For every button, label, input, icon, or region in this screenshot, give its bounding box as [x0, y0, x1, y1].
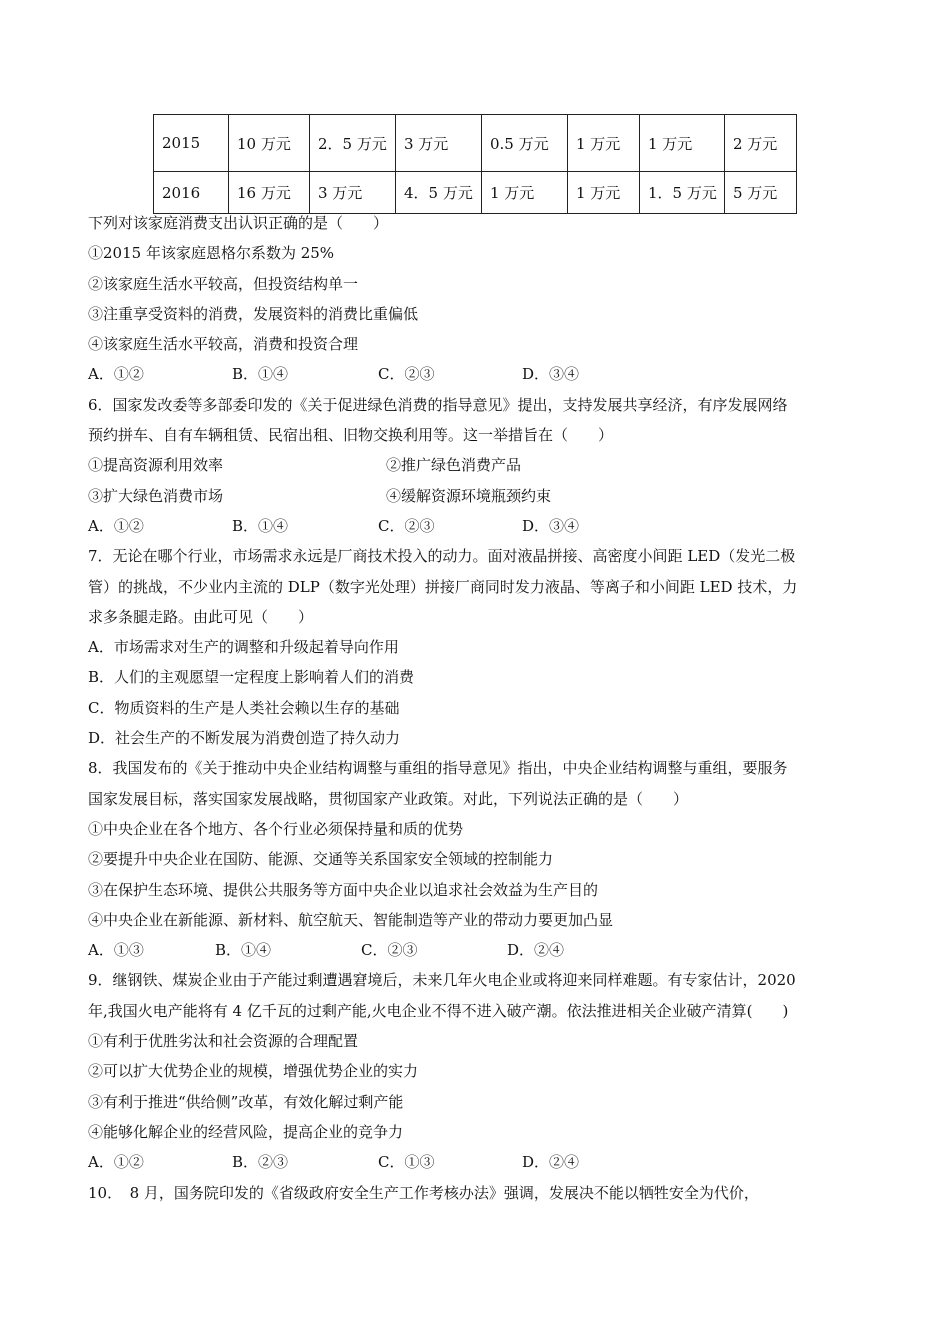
question-9-item: ④能够化解企业的经营风险，提高企业的竞争力 [88, 1122, 404, 1141]
question-6-item: ④缓解资源环境瓶颈约束 [386, 486, 552, 505]
question-6-stem: 6．国家发改委等多部委印发的《关于促进绿色消费的指导意见》提出，支持发展共享经济，有序发展网络 [88, 395, 788, 414]
table-cell: 5 万元 [725, 172, 797, 214]
table-cell: 2 万元 [725, 115, 797, 172]
option-c: C．②③ [378, 365, 435, 384]
question-6-item: ②推广绿色消费产品 [386, 456, 522, 475]
question-6-stem: 预约拼车、自有车辆租赁、民宿出租、旧物交换利用等。这一举措旨在（ ） [88, 426, 614, 445]
option-b: B．①④ [215, 941, 272, 960]
question-9-item: ②可以扩大优势企业的规模，增强优势企业的实力 [88, 1062, 419, 1081]
question-8-item: ④中央企业在新能源、新材料、航空航天、智能制造等产业的带动力要更加凸显 [88, 910, 614, 929]
table-cell: 10 万元 [229, 115, 310, 172]
question-6-item: ③扩大绿色消费市场 [88, 486, 224, 505]
question-6-item: ①提高资源利用效率 [88, 456, 224, 475]
question-7-choice: A．市场需求对生产的调整和升级起着导向作用 [88, 638, 399, 657]
question-text [88, 208, 878, 1208]
option-a: A．①② [88, 1153, 144, 1172]
table-cell: 4．5 万元 [396, 172, 482, 214]
option-b: B．①④ [232, 365, 289, 384]
question-7-stem: 7．无论在哪个行业，市场需求永远是厂商技术投入的动力。面对液晶拼接、高密度小间距 LED（发光二极 [88, 547, 796, 566]
question-7-choice: B．人们的主观愿望一定程度上影响着人们的消费 [88, 668, 415, 687]
table-cell: 2015 [154, 115, 229, 172]
question-8-item: ①中央企业在各个地方、各个行业必须保持量和质的优势 [88, 819, 464, 838]
option-b: B．①④ [232, 516, 289, 535]
question-6-options [88, 511, 878, 541]
question-9-options [88, 1147, 878, 1177]
table-cell: 2016 [154, 172, 229, 214]
option-d: D．③④ [522, 516, 580, 535]
option-d: D．②④ [522, 1153, 580, 1172]
table-cell: 1 万元 [482, 172, 568, 214]
option-c: C．②③ [378, 516, 435, 535]
table-cell: 3 万元 [310, 172, 396, 214]
question-5-item: ③注重享受资料的消费，发展资料的消费比重偏低 [88, 304, 419, 323]
option-d: D．③④ [522, 365, 580, 384]
table-cell: 1 万元 [640, 115, 725, 172]
option-a: A．①② [88, 365, 144, 384]
option-d: D．②④ [507, 941, 565, 960]
household-spending-table [153, 114, 797, 214]
table-cell: 0.5 万元 [482, 115, 568, 172]
question-5-item: ②该家庭生活水平较高，但投资结构单一 [88, 274, 359, 293]
question-7-choice: C．物质资料的生产是人类社会赖以生存的基础 [88, 698, 400, 717]
table-cell: 1 万元 [568, 115, 640, 172]
question-9-stem: 年,我国火电产能将有 4 亿千瓦的过剩产能,火电企业不得不进入破产潮。依法推进相关企业破产清算( ) [88, 1001, 789, 1020]
question-8-item: ②要提升中央企业在国防、能源、交通等关系国家安全领域的控制能力 [88, 850, 554, 869]
question-9-stem: 9．继钢铁、煤炭企业由于产能过剩遭遇窘境后，未来几年火电企业或将迎来同样难题。有专家估计，2020 [88, 971, 796, 990]
table-row-2015 [154, 115, 797, 172]
question-9-item: ①有利于优胜劣汰和社会资源的合理配置 [88, 1032, 359, 1051]
table-cell: 1．5 万元 [640, 172, 725, 214]
table-cell: 3 万元 [396, 115, 482, 172]
table-cell: 16 万元 [229, 172, 310, 214]
question-5-item: ④该家庭生活水平较高，消费和投资合理 [88, 335, 359, 354]
option-c: C．①③ [378, 1153, 435, 1172]
question-10-stem: 10． 8 月，国务院印发的《省级政府安全生产工作考核办法》强调，发展决不能以牺牲安全为代价， [88, 1183, 759, 1202]
table-cell: 1 万元 [568, 172, 640, 214]
question-8-stem: 8．我国发布的《关于推动中央企业结构调整与重组的指导意见》指出，中央企业结构调整与重组，要服务 [88, 759, 788, 778]
question-8-options [88, 935, 878, 965]
question-9-item: ③有利于推进“供给侧”改革，有效化解过剩产能 [88, 1092, 404, 1111]
question-5-item: ①2015 年该家庭恩格尔系数为 25% [88, 244, 335, 263]
option-a: A．①② [88, 516, 144, 535]
option-b: B．②③ [232, 1153, 289, 1172]
question-6-items-row [88, 481, 878, 511]
question-5-stem: 下列对该家庭消费支出认识正确的是（ ） [88, 214, 389, 232]
question-6-items-row [88, 450, 878, 480]
question-7-choice: D．社会生产的不断发展为消费创造了持久动力 [88, 729, 401, 748]
option-c: C．②③ [361, 941, 418, 960]
question-7-stem: 管）的挑战，不少业内主流的 DLP（数字光处理）拼接厂商同时发力液晶、等离子和小间距 LED 技术，力 [88, 577, 798, 596]
question-8-item: ③在保护生态环境、提供公共服务等方面中央企业以追求社会效益为生产目的 [88, 880, 599, 899]
question-5-options [88, 359, 878, 389]
table-cell: 2．5 万元 [310, 115, 396, 172]
question-7-stem: 求多条腿走路。由此可见（ ） [88, 607, 314, 626]
question-8-stem: 国家发展目标，落实国家发展战略，贯彻国家产业政策。对此，下列说法正确的是（ ） [88, 789, 689, 808]
option-a: A．①③ [88, 941, 144, 960]
